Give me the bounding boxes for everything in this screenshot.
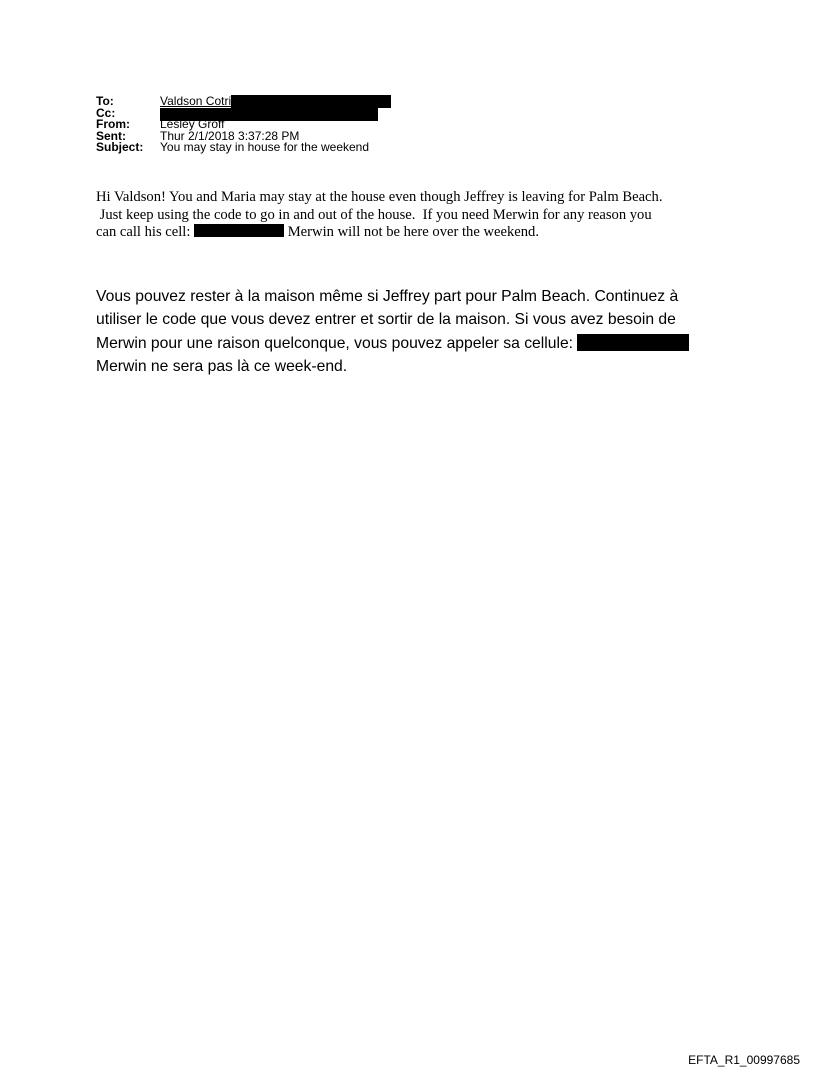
subject-row: [96, 142, 391, 154]
redaction-block: [577, 334, 689, 351]
cc-row: [96, 105, 391, 120]
from-value: Lesley Groff: [160, 117, 225, 131]
redaction-block: [231, 95, 391, 108]
body-text: can call his cell:: [96, 224, 195, 240]
to-name: Valdson Cotri: [160, 94, 232, 108]
body-line: [96, 332, 736, 355]
document-id: EFTA_R1_00997685: [688, 1053, 800, 1067]
body-line: Just keep using the code to go in and out of the house. If you need Merwin for any reason you: [96, 206, 652, 223]
subject-value: You may stay in house for the weekend: [160, 140, 370, 154]
sent-value: Thur 2/1/2018 3:37:28 PM: [160, 128, 300, 143]
message-body-english: [96, 189, 736, 242]
body-line: utiliser le code que vous devez entrer et sortir de la maison. Si vous avez besoin de: [96, 311, 676, 329]
cc-label: Cc:: [96, 105, 116, 120]
body-line: [96, 224, 736, 242]
from-label: From:: [96, 117, 130, 131]
body-line: Hi Valdson! You and Maria may stay at the house even though Jeffrey is leaving for Palm Beach.: [96, 189, 663, 205]
subject-label: Subject:: [96, 140, 144, 154]
to-label: To:: [96, 94, 114, 108]
body-text: Merwin will not be here over the weekend.: [284, 224, 539, 240]
sent-label: Sent:: [96, 128, 126, 143]
body-line: Vous pouvez rester à la maison même si Jeffrey part pour Palm Beach. Continuez à: [96, 288, 679, 305]
email-header: [96, 96, 391, 154]
body-line: Merwin ne sera pas là ce week-end.: [96, 357, 348, 375]
message-body-french: [96, 285, 736, 378]
redaction-block: [194, 224, 284, 237]
to-row: [96, 96, 391, 108]
to-value: [160, 96, 391, 108]
body-text: Merwin pour une raison quelconque, vous pouvez appeler sa cellule:: [96, 334, 578, 352]
